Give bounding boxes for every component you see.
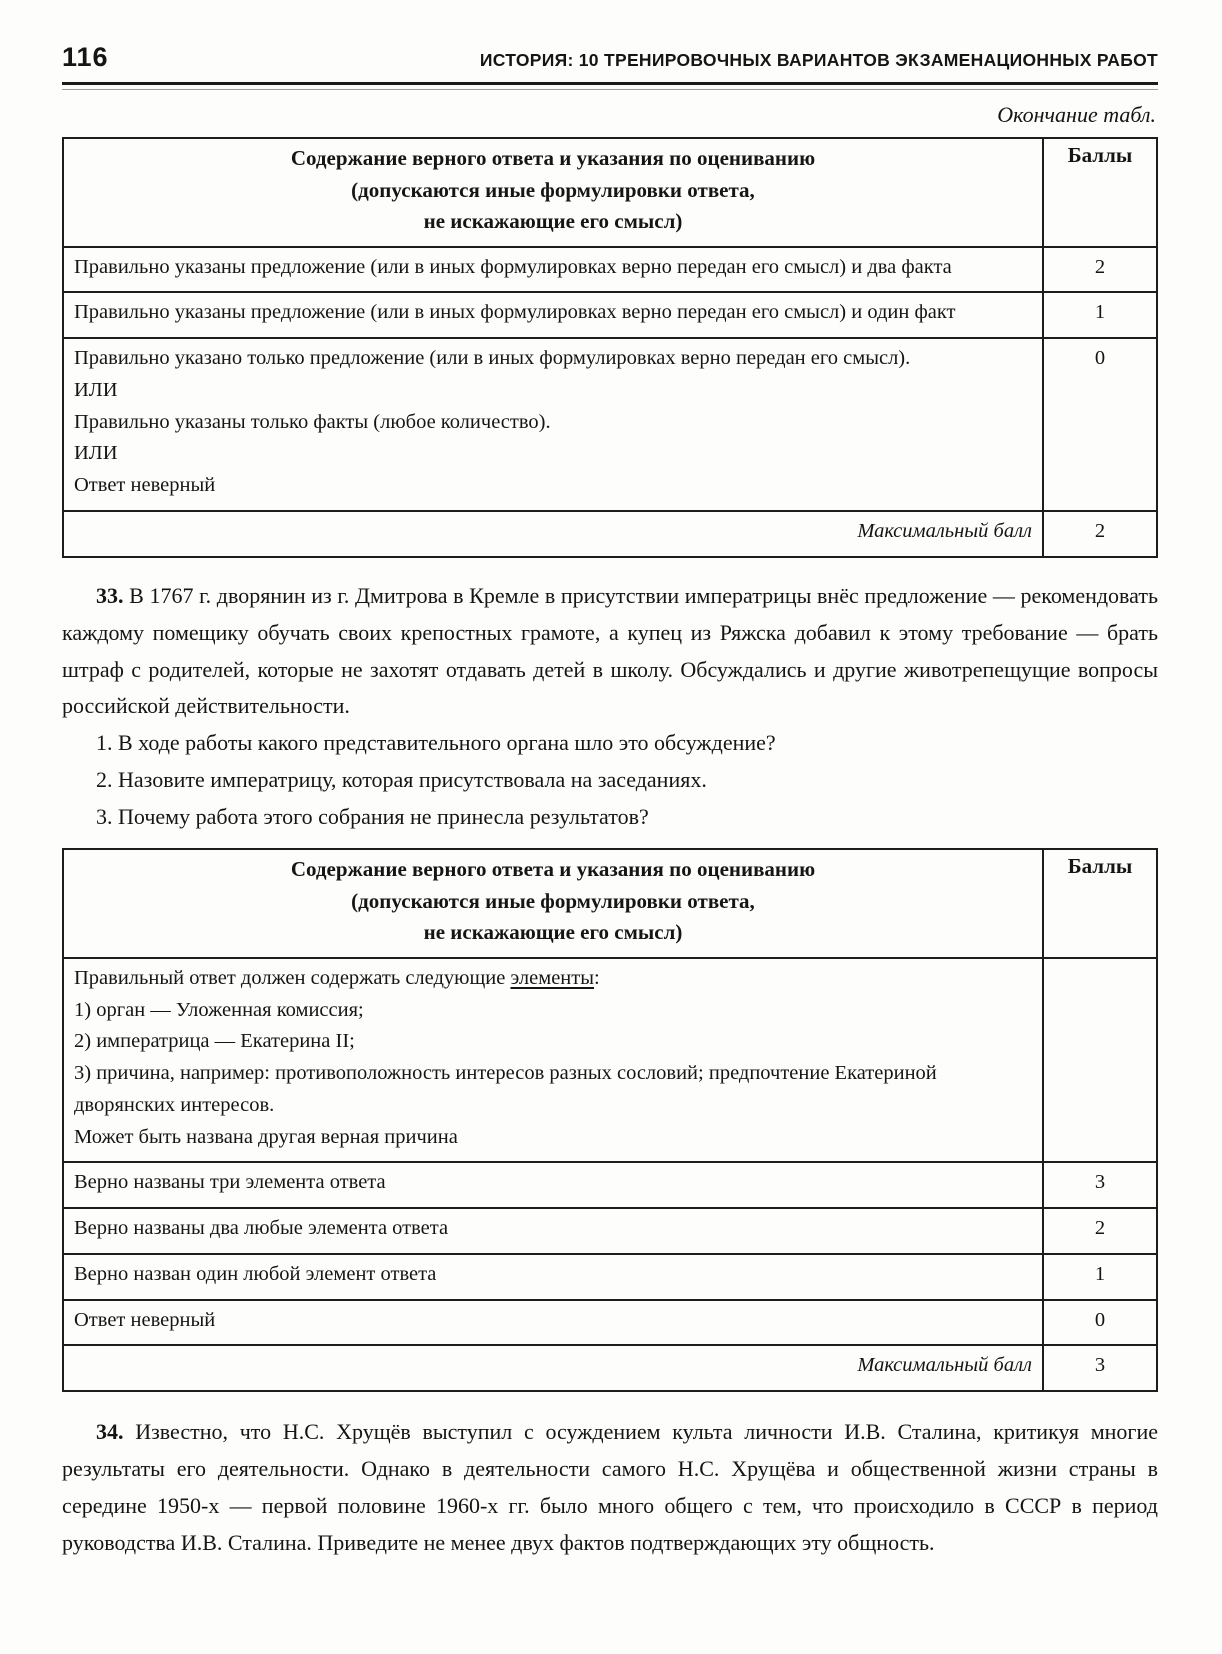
table-row [63, 138, 1157, 247]
question-33-number: 33. [96, 582, 124, 608]
answer-element-line: Может быть названа другая верная причина [74, 1125, 458, 1148]
table-row [63, 292, 1157, 338]
points-cell: 2 [1043, 1208, 1157, 1254]
header-rule [62, 82, 1158, 90]
criteria-header-cell [63, 849, 1043, 958]
criteria-cell: Ответ неверный [63, 1300, 1043, 1346]
answer-intro-suffix: : [594, 966, 600, 989]
criteria-cell: Верно названы три элемента ответа [63, 1162, 1043, 1208]
criteria-cell: Правильно указаны предложение (или в иных формулировках верно передан его смысл) и два факта [63, 247, 1043, 293]
criteria-header-line: (допускаются иные формулировки ответа, [351, 888, 755, 913]
page-number: 116 [62, 42, 109, 72]
points-header-cell: Баллы [1043, 138, 1157, 247]
answer-intro-line [74, 963, 1032, 995]
criteria-header-line: (допускаются иные формулировки ответа, [351, 177, 755, 202]
answer-intro-underlined: элементы [510, 966, 595, 989]
answer-elements-cell [63, 958, 1043, 1163]
criteria-header-line: Содержание верного ответа и указания по оцениванию [290, 857, 816, 882]
max-score-value: 3 [1043, 1345, 1157, 1391]
scoring-table-1 [62, 137, 1158, 558]
points-cell: 3 [1043, 1162, 1157, 1208]
max-score-label: Максимальный балл [63, 1345, 1043, 1391]
table-row-max-score [63, 511, 1157, 557]
question-33 [62, 578, 1158, 837]
question-34-text [62, 1414, 1158, 1562]
criteria-line: ИЛИ [74, 378, 118, 401]
max-score-label: Максимальный балл [63, 511, 1043, 557]
table-continuation-note: Окончание табл. [997, 102, 1156, 127]
table-row-max-score [63, 1345, 1157, 1391]
criteria-line: Правильно указаны только факты (любое количество). [74, 410, 551, 433]
question-34 [62, 1414, 1158, 1562]
running-head [62, 42, 1158, 73]
question-34-number: 34. [96, 1419, 124, 1445]
table-row [63, 247, 1157, 293]
points-cell: 0 [1043, 338, 1157, 511]
criteria-header-line: не искажающие его смысл) [423, 209, 683, 233]
answer-element-line: 2) императрица — Екатерина II; [74, 1030, 355, 1053]
points-cell: 1 [1043, 292, 1157, 338]
criteria-cell: Верно названы два любые элемента ответа [63, 1208, 1043, 1254]
criteria-line: Правильно указано только предложение (или в иных формулировках верно передан его смысл). [74, 347, 911, 370]
criteria-header-line: не искажающие его смысл) [423, 920, 683, 945]
answer-element-line: 3) причина, например: противоположность интересов разных сословий; предпочтение Екатериной дворянских интересов. [74, 1062, 937, 1116]
table-row-answer-elements [63, 958, 1157, 1163]
points-cell: 2 [1043, 247, 1157, 293]
criteria-line: ИЛИ [74, 442, 118, 465]
table-row [63, 1162, 1157, 1208]
table-row [63, 1300, 1157, 1346]
question-33-subquestion-3: 3. Почему работа этого собрания не принесла результатов? [96, 804, 649, 830]
max-score-value: 2 [1043, 511, 1157, 557]
running-title: ИСТОРИЯ: 10 ТРЕНИРОВОЧНЫХ ВАРИАНТОВ ЭКЗАМЕНАЦИОННЫХ РАБОТ [479, 50, 1158, 70]
table-row [63, 338, 1157, 511]
criteria-cell: Верно назван один любой элемент ответа [63, 1254, 1043, 1300]
criteria-cell: Правильно указаны предложение (или в иных формулировках верно передан его смысл) и один факт [63, 292, 1043, 338]
points-cell: 1 [1043, 1254, 1157, 1300]
answer-intro-prefix: Правильный ответ должен содержать следующие [74, 966, 511, 989]
criteria-cell [63, 338, 1043, 511]
criteria-header-line: Содержание верного ответа и указания по оцениванию [290, 146, 816, 170]
question-34-body: Известно, что Н.С. Хрущёв выступил с осуждением культа личности И.В. Сталина, критикуя многие результаты его деятельности. Однако в деятельности самого Н.С. Хрущёва и общественной жизни страны в середине 1950-х — первой половине 1960-х гг. было много общего с тем, что происходило в СССР в период руководства И.В. Сталина. Приведите не менее двух фактов подтверждающих эту общность. [62, 1419, 1158, 1556]
question-33-body: В 1767 г. дворянин из г. Дмитрова в Кремле в присутствии императрицы внёс предложение — рекомендовать каждому помещику обучать своих крепостных грамоте, а купец из Ряжска добавил к этому требование — брать штраф с родителей, которые не захотят отдавать детей в школу. Обсуждались и другие животрепещущие вопросы российской действительности. [62, 582, 1158, 719]
points-header-cell: Баллы [1043, 849, 1157, 958]
table-row [63, 1254, 1157, 1300]
criteria-line: Ответ неверный [74, 474, 216, 497]
criteria-header-cell [63, 138, 1043, 247]
points-cell: 0 [1043, 1300, 1157, 1346]
question-33-text [62, 578, 1158, 726]
question-33-subquestion-1: 1. В ходе работы какого представительного органа шло это обсуждение? [96, 730, 776, 756]
answer-element-line: 1) орган — Уложенная комиссия; [74, 998, 364, 1021]
question-33-subquestion-2: 2. Назовите императрицу, которая присутствовала на заседаниях. [96, 767, 707, 793]
table-row [63, 849, 1157, 958]
points-cell [1043, 958, 1157, 1163]
table-row [63, 1208, 1157, 1254]
scoring-table-2 [62, 848, 1158, 1392]
